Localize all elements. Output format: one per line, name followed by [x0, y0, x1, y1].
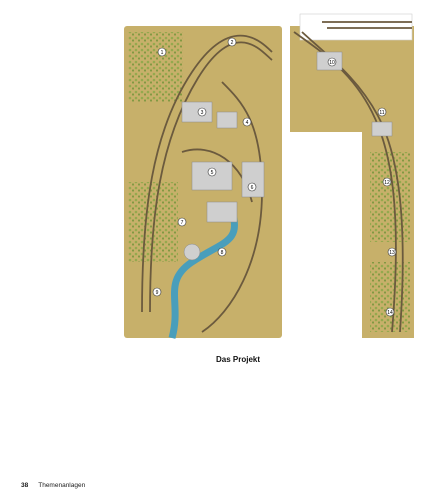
track-plan-illustration: [122, 12, 417, 342]
plan-marker-2: [228, 38, 236, 46]
plan-marker-14: [386, 308, 394, 316]
plan-marker-6: [248, 183, 256, 191]
plan-marker-1: [158, 48, 166, 56]
running-header: Themenanlagen: [38, 481, 86, 489]
svg-text:8: 8: [220, 249, 224, 256]
section-heading: Das Projekt: [216, 355, 261, 364]
plan-marker-10: [328, 58, 336, 66]
svg-text:4: 4: [245, 119, 249, 126]
plan-marker-4: [243, 118, 251, 126]
svg-text:1: 1: [160, 49, 164, 56]
plan-marker-3: [198, 108, 206, 116]
svg-text:5: 5: [210, 169, 214, 176]
svg-text:2: 2: [230, 39, 234, 46]
plan-marker-5: [208, 168, 216, 176]
plan-marker-13: [388, 248, 396, 256]
page-footer: [21, 480, 85, 490]
map-legend: [16, 40, 120, 44]
svg-text:14: 14: [387, 309, 393, 316]
svg-text:7: 7: [180, 219, 184, 226]
svg-text:11: 11: [379, 109, 385, 116]
svg-text:9: 9: [155, 289, 159, 296]
svg-text:12: 12: [384, 179, 390, 186]
svg-text:3: 3: [200, 109, 204, 116]
svg-text:6: 6: [250, 184, 254, 191]
svg-text:10: 10: [329, 59, 335, 66]
plan-marker-12: [383, 178, 391, 186]
plan-marker-11: [378, 108, 386, 116]
plan-marker-7: [178, 218, 186, 226]
plan-marker-9: [153, 288, 161, 296]
layout-track-plan: [122, 12, 417, 342]
svg-text:13: 13: [389, 249, 395, 256]
plan-marker-8: [218, 248, 226, 256]
page-number: 38: [21, 481, 29, 489]
body-column-2: [216, 352, 406, 367]
